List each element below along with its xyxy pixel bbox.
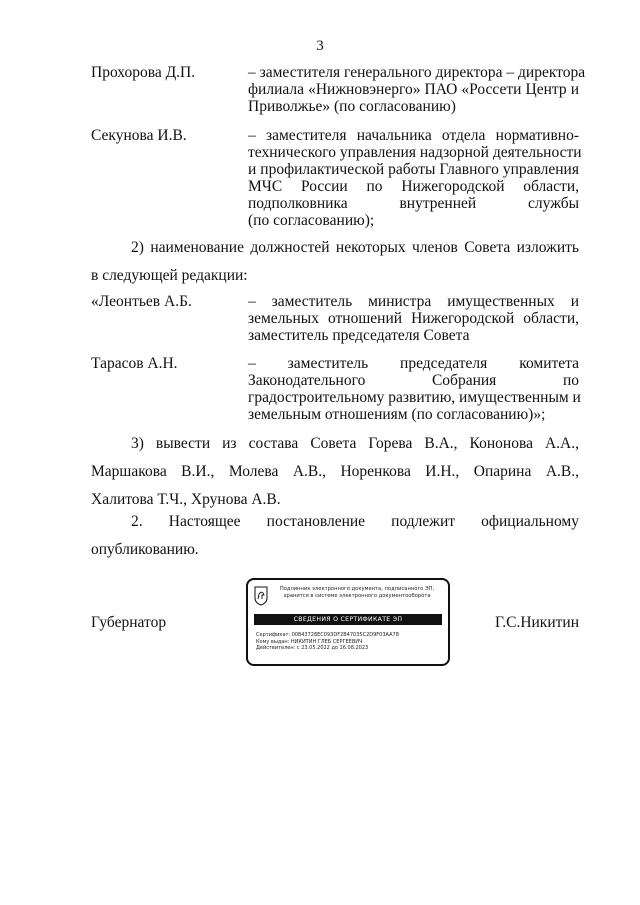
text-line: земельным отношениям (по согласованию)»; — [248, 406, 546, 423]
text-line: подполковника внутренней службы — [248, 195, 579, 212]
text-line: МЧС России по Нижегородской области, — [248, 178, 579, 195]
text-line: Приволжье» (по согласованию) — [248, 98, 456, 115]
paragraph-item-2 — [91, 234, 579, 290]
text-line: – заместителя генерального директора – директора — [248, 64, 586, 81]
text-line: – заместителя начальника отдела нормативно- — [248, 127, 579, 144]
stamp-header — [272, 586, 442, 600]
text-line: – заместитель председателя комитета — [248, 355, 579, 372]
member-position — [248, 355, 579, 423]
member-position — [248, 293, 579, 344]
certificate-validity: Действителен: с 23.05.2022 до 16.08.2023 — [256, 645, 369, 651]
text-line: Законодательного Собрания по — [248, 372, 579, 389]
stamp-details — [256, 632, 444, 652]
member-name: Секунова И.В. — [91, 127, 187, 144]
text-line: заместитель председателя Совета — [248, 327, 470, 344]
stamp-title: СВЕДЕНИЯ О СЕРТИФИКАТЕ ЭП — [254, 614, 442, 625]
text-line: в следующей редакции: — [91, 267, 248, 284]
text-line: градостроительному развитию, имущественным и — [248, 389, 581, 406]
stamp-header-line: Подлинник электронного документа, подписанного ЭП, — [279, 586, 435, 592]
text-line: 2. Настоящее постановление подлежит официальному — [131, 513, 579, 530]
electronic-signature-stamp — [246, 578, 450, 666]
member-name: Прохорова Д.П. — [91, 64, 196, 81]
member-position — [248, 64, 586, 115]
member-name: Тарасов А.Н. — [91, 355, 178, 372]
text-line: земельных отношений Нижегородской области, — [248, 310, 579, 327]
member-name: «Леонтьев А.Б. — [91, 293, 192, 310]
signatory-name: Г.С.Никитин — [495, 614, 579, 631]
text-line: опубликованию. — [91, 541, 199, 558]
text-line: филиала «Нижновэнерго» ПАО «Россети Центр и — [248, 81, 579, 98]
paragraph-clause-2 — [91, 508, 579, 564]
page-number: 3 — [316, 38, 324, 54]
coat-of-arms-icon — [254, 586, 268, 606]
signatory-position: Губернатор — [91, 614, 167, 631]
text-line: 3) вывести из состава Совета Горева В.А., Кононова А.А., — [131, 435, 579, 452]
text-line: Халитова Т.Ч., Хрунова А.В. — [91, 491, 281, 508]
text-line: – заместитель министра имущественных и — [248, 293, 579, 310]
member-position — [248, 127, 582, 229]
text-line: и профилактической работы Главного управления — [248, 161, 579, 178]
stamp-header-line: хранится в системе электронного документооборота — [283, 593, 431, 599]
text-line: (по согласованию); — [248, 212, 375, 229]
text-line: технического управления надзорной деятельности — [248, 144, 582, 161]
paragraph-item-3 — [91, 430, 579, 514]
text-line: Маршакова В.И., Молева А.В., Норенкова И.Н., Опарина А.В., — [91, 463, 579, 480]
certificate-owner: Кому выдан: НИКИТИН ГЛЕБ СЕРГЕЕВИЧ — [256, 638, 363, 645]
text-line: 2) наименование должностей некоторых членов Совета изложить — [131, 239, 579, 256]
certificate-number: Сертификат: 00843728EC093DF2B47035C2D9F03AA78 — [256, 632, 399, 638]
